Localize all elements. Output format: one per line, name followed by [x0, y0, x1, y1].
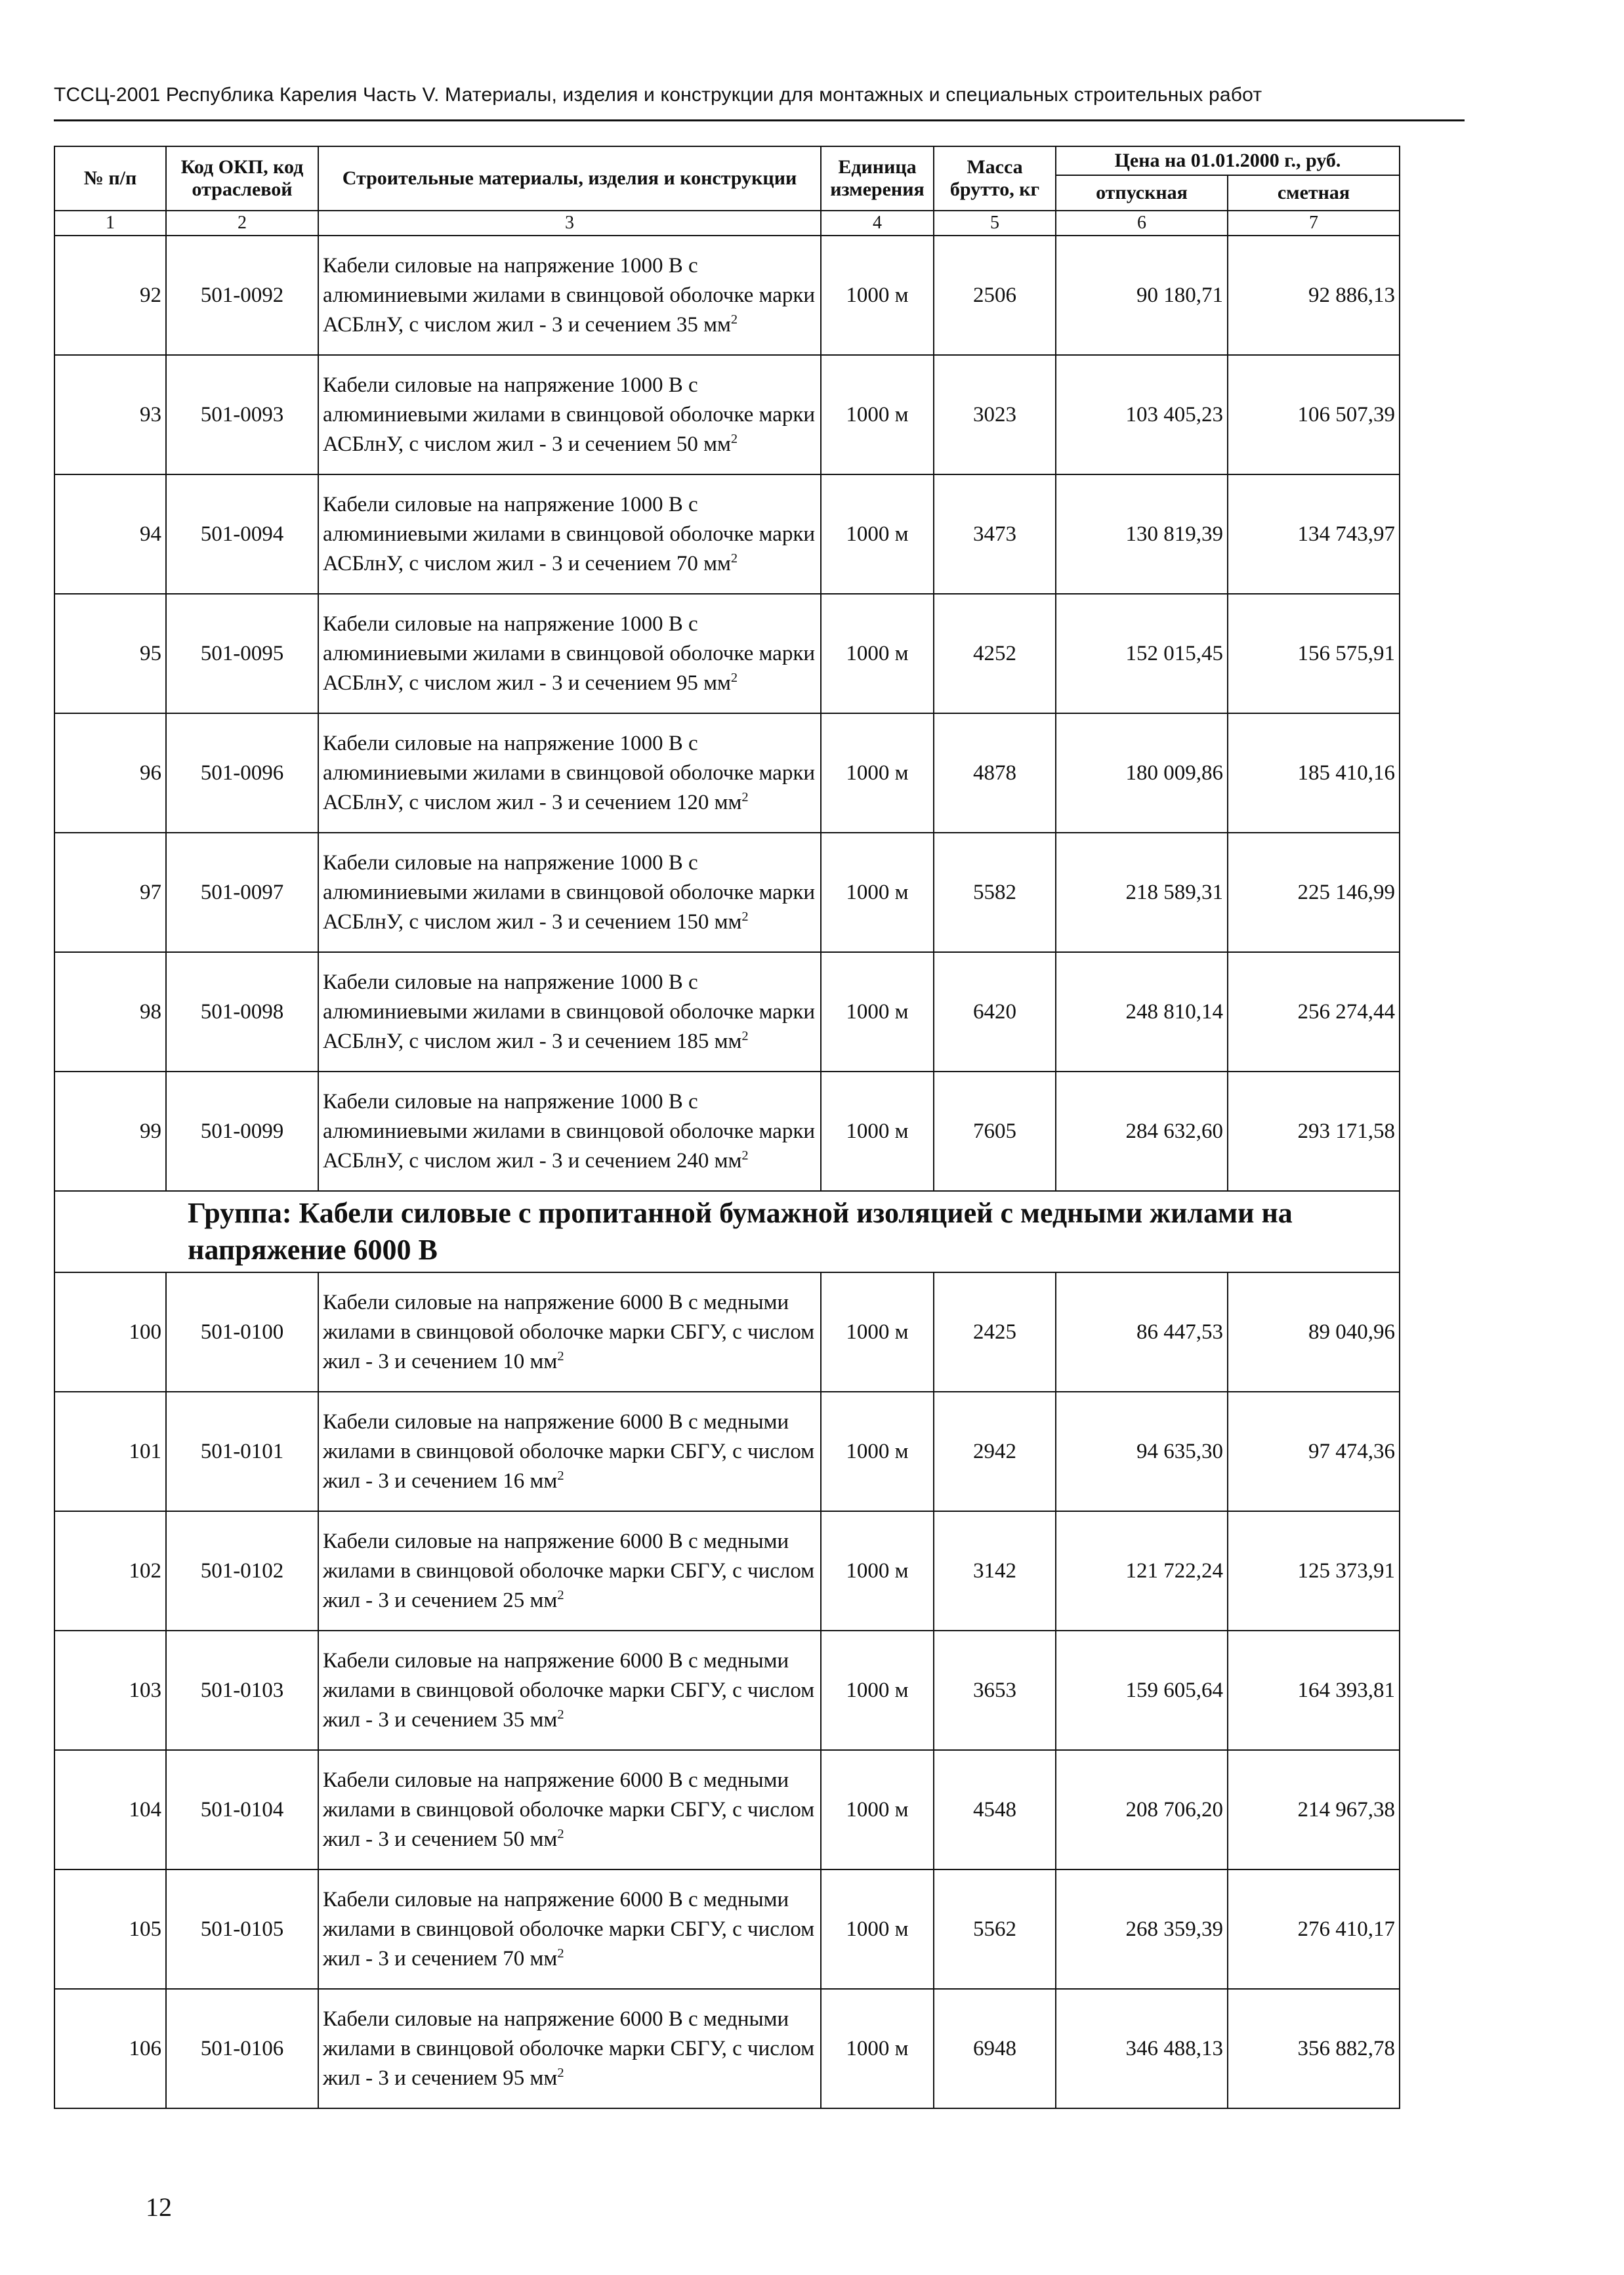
- description-text: Кабели силовые на напряжение 1000 В с алюминиевыми жилами в свинцовой оболочке марки АСБлнУ, с числом жил - 3 и сечением 150 мм: [323, 850, 816, 934]
- cell-num: 99: [54, 1072, 166, 1191]
- cell-num: 105: [54, 1869, 166, 1989]
- description-text: Кабели силовые на напряжение 6000 В с медными жилами в свинцовой оболочке марки СБГУ, с числом жил - 3 и сечением 10 мм: [323, 1290, 815, 1373]
- cell-code: 501-0102: [166, 1511, 318, 1631]
- cell-price-release: 86 447,53: [1056, 1272, 1228, 1392]
- cell-price-estimate: 356 882,78: [1228, 1989, 1400, 2108]
- cell-num: 93: [54, 355, 166, 474]
- running-header: ТССЦ-2001 Республика Карелия Часть V. Материалы, изделия и конструкции для монтажных и специальных строительных работ: [54, 84, 1262, 106]
- description-text: Кабели силовые на напряжение 6000 В с медными жилами в свинцовой оболочке марки СБГУ, с числом жил - 3 и сечением 35 мм: [323, 1648, 815, 1732]
- cell-price-release: 152 015,45: [1056, 594, 1228, 713]
- cell-mass: 2425: [934, 1272, 1056, 1392]
- cell-description: [318, 833, 821, 952]
- cell-description: [318, 236, 821, 355]
- cell-mass: 3023: [934, 355, 1056, 474]
- area-exponent: 2: [741, 1028, 749, 1043]
- cell-price-estimate: 92 886,13: [1228, 236, 1400, 355]
- cell-mass: 6420: [934, 952, 1056, 1072]
- area-exponent: 2: [741, 789, 749, 804]
- cell-description: [318, 1072, 821, 1191]
- cell-code: 501-0098: [166, 952, 318, 1072]
- cell-mass: 5582: [934, 833, 1056, 952]
- cell-mass: 5562: [934, 1869, 1056, 1989]
- column-number: 4: [821, 211, 934, 236]
- area-exponent: 2: [730, 551, 738, 566]
- cell-description: [318, 474, 821, 594]
- cell-num: 96: [54, 713, 166, 833]
- cell-mass: 4252: [934, 594, 1056, 713]
- description-text: Кабели силовые на напряжение 1000 В с алюминиевыми жилами в свинцовой оболочке марки АСБлнУ, с числом жил - 3 и сечением 95 мм: [323, 612, 816, 695]
- area-exponent: 2: [557, 1707, 564, 1722]
- description-text: Кабели силовые на напряжение 6000 В с медными жилами в свинцовой оболочке марки СБГУ, с числом жил - 3 и сечением 50 мм: [323, 1768, 815, 1851]
- cell-unit: 1000 м: [821, 1869, 934, 1989]
- cell-mass: 7605: [934, 1072, 1056, 1191]
- table-row: [54, 1989, 1400, 2108]
- cell-price-estimate: 256 274,44: [1228, 952, 1400, 1072]
- column-number: 3: [318, 211, 821, 236]
- area-exponent: 2: [557, 1587, 564, 1602]
- cell-code: 501-0104: [166, 1750, 318, 1869]
- table-row: [54, 1272, 1400, 1392]
- description-text: Кабели силовые на напряжение 1000 В с алюминиевыми жилами в свинцовой оболочке марки АСБлнУ, с числом жил - 3 и сечением 50 мм: [323, 373, 816, 456]
- table-row: [54, 1631, 1400, 1750]
- cell-unit: 1000 м: [821, 1989, 934, 2108]
- cell-num: 95: [54, 594, 166, 713]
- cell-num: 104: [54, 1750, 166, 1869]
- cell-price-estimate: 225 146,99: [1228, 833, 1400, 952]
- cell-code: 501-0094: [166, 474, 318, 594]
- cell-unit: 1000 м: [821, 1750, 934, 1869]
- cell-num: 97: [54, 833, 166, 952]
- cell-price-release: 346 488,13: [1056, 1989, 1228, 2108]
- cell-num: 101: [54, 1392, 166, 1511]
- table-body-block-2: [54, 1272, 1400, 2108]
- table-row: [54, 833, 1400, 952]
- cell-price-estimate: 214 967,38: [1228, 1750, 1400, 1869]
- column-number: 7: [1228, 211, 1400, 236]
- col-header-price-estimate: сметная: [1228, 175, 1400, 211]
- cell-mass: 2942: [934, 1392, 1056, 1511]
- group-heading: [54, 1191, 1400, 1272]
- cell-price-release: 248 810,14: [1056, 952, 1228, 1072]
- description-text: Кабели силовые на напряжение 6000 В с медными жилами в свинцовой оболочке марки СБГУ, с числом жил - 3 и сечением 25 мм: [323, 1529, 815, 1612]
- group-row: [54, 1191, 1400, 1272]
- cell-price-estimate: 106 507,39: [1228, 355, 1400, 474]
- cell-unit: 1000 м: [821, 355, 934, 474]
- cell-num: 106: [54, 1989, 166, 2108]
- cell-code: 501-0101: [166, 1392, 318, 1511]
- page-number: 12: [146, 2192, 172, 2222]
- group-prefix: Группа:: [188, 1197, 292, 1229]
- cell-code: 501-0099: [166, 1072, 318, 1191]
- area-exponent: 2: [730, 670, 738, 685]
- description-text: Кабели силовые на напряжение 6000 В с медными жилами в свинцовой оболочке марки СБГУ, с числом жил - 3 и сечением 16 мм: [323, 1409, 815, 1493]
- column-number: 2: [166, 211, 318, 236]
- cell-description: [318, 1631, 821, 1750]
- cell-code: 501-0103: [166, 1631, 318, 1750]
- cell-mass: 2506: [934, 236, 1056, 355]
- area-exponent: 2: [557, 2065, 564, 2080]
- cell-code: 501-0093: [166, 355, 318, 474]
- cell-num: 103: [54, 1631, 166, 1750]
- area-exponent: 2: [557, 1826, 564, 1841]
- cell-price-release: 94 635,30: [1056, 1392, 1228, 1511]
- cell-price-release: 103 405,23: [1056, 355, 1228, 474]
- area-exponent: 2: [557, 1946, 564, 1961]
- col-header-name: Строительные материалы, изделия и конструкции: [318, 146, 821, 211]
- area-exponent: 2: [741, 1148, 749, 1163]
- table-row: [54, 474, 1400, 594]
- col-header-num: № п/п: [54, 146, 166, 211]
- group-title: Кабели силовые с пропитанной бумажной изоляцией с медными жилами на напряжение 6000 В: [188, 1197, 1293, 1266]
- cell-price-release: 218 589,31: [1056, 833, 1228, 952]
- cell-description: [318, 1272, 821, 1392]
- cell-description: [318, 1989, 821, 2108]
- cell-code: 501-0105: [166, 1869, 318, 1989]
- area-exponent: 2: [557, 1348, 564, 1364]
- cell-price-estimate: 185 410,16: [1228, 713, 1400, 833]
- col-header-price-group: Цена на 01.01.2000 г., руб.: [1056, 146, 1400, 175]
- cell-unit: 1000 м: [821, 1631, 934, 1750]
- cell-unit: 1000 м: [821, 474, 934, 594]
- column-number: 1: [54, 211, 166, 236]
- cell-code: 501-0100: [166, 1272, 318, 1392]
- cell-unit: 1000 м: [821, 713, 934, 833]
- cell-price-estimate: 164 393,81: [1228, 1631, 1400, 1750]
- cell-code: 501-0106: [166, 1989, 318, 2108]
- cell-mass: 3142: [934, 1511, 1056, 1631]
- group-section: [54, 1191, 1400, 1272]
- cell-code: 501-0095: [166, 594, 318, 713]
- description-text: Кабели силовые на напряжение 1000 В с алюминиевыми жилами в свинцовой оболочке марки АСБлнУ, с числом жил - 3 и сечением 240 мм: [323, 1089, 816, 1173]
- cell-num: 100: [54, 1272, 166, 1392]
- cell-description: [318, 355, 821, 474]
- description-text: Кабели силовые на напряжение 1000 В с алюминиевыми жилами в свинцовой оболочке марки АСБлнУ, с числом жил - 3 и сечением 70 мм: [323, 492, 816, 575]
- cell-price-release: 90 180,71: [1056, 236, 1228, 355]
- cell-mass: 6948: [934, 1989, 1056, 2108]
- table-row: [54, 1072, 1400, 1191]
- table-row: [54, 1750, 1400, 1869]
- table-row: [54, 713, 1400, 833]
- cell-unit: 1000 м: [821, 1392, 934, 1511]
- cell-price-estimate: 156 575,91: [1228, 594, 1400, 713]
- table-row: [54, 952, 1400, 1072]
- cell-num: 102: [54, 1511, 166, 1631]
- cell-mass: 3653: [934, 1631, 1056, 1750]
- cell-num: 98: [54, 952, 166, 1072]
- cell-price-estimate: 293 171,58: [1228, 1072, 1400, 1191]
- cell-description: [318, 952, 821, 1072]
- description-text: Кабели силовые на напряжение 1000 В с алюминиевыми жилами в свинцовой оболочке марки АСБлнУ, с числом жил - 3 и сечением 185 мм: [323, 970, 816, 1053]
- cell-price-release: 268 359,39: [1056, 1869, 1228, 1989]
- area-exponent: 2: [730, 431, 738, 446]
- cell-unit: 1000 м: [821, 1511, 934, 1631]
- cell-description: [318, 1511, 821, 1631]
- col-header-unit: Единица измерения: [821, 146, 934, 211]
- col-header-mass: Масса брутто, кг: [934, 146, 1056, 211]
- cell-unit: 1000 м: [821, 594, 934, 713]
- description-text: Кабели силовые на напряжение 6000 В с медными жилами в свинцовой оболочке марки СБГУ, с числом жил - 3 и сечением 95 мм: [323, 2007, 815, 2090]
- cell-code: 501-0092: [166, 236, 318, 355]
- table-row: [54, 236, 1400, 355]
- cell-unit: 1000 м: [821, 236, 934, 355]
- table-row: [54, 1511, 1400, 1631]
- area-exponent: 2: [730, 312, 738, 327]
- area-exponent: 2: [557, 1468, 564, 1483]
- col-header-code: Код ОКП, код отраслевой: [166, 146, 318, 211]
- cell-price-release: 130 819,39: [1056, 474, 1228, 594]
- cell-code: 501-0097: [166, 833, 318, 952]
- cell-price-release: 208 706,20: [1056, 1750, 1228, 1869]
- cell-mass: 4878: [934, 713, 1056, 833]
- cell-price-estimate: 134 743,97: [1228, 474, 1400, 594]
- cell-price-release: 284 632,60: [1056, 1072, 1228, 1191]
- column-number-row: [54, 211, 1400, 236]
- col-header-price-release: отпускная: [1056, 175, 1228, 211]
- cell-price-release: 180 009,86: [1056, 713, 1228, 833]
- cell-unit: 1000 м: [821, 1072, 934, 1191]
- header-divider: [54, 119, 1465, 121]
- cell-price-release: 159 605,64: [1056, 1631, 1228, 1750]
- cell-unit: 1000 м: [821, 952, 934, 1072]
- area-exponent: 2: [741, 909, 749, 924]
- cell-code: 501-0096: [166, 713, 318, 833]
- cell-unit: 1000 м: [821, 1272, 934, 1392]
- cell-price-estimate: 89 040,96: [1228, 1272, 1400, 1392]
- cell-price-release: 121 722,24: [1056, 1511, 1228, 1631]
- cell-unit: 1000 м: [821, 833, 934, 952]
- price-table: [54, 146, 1400, 2109]
- cell-mass: 3473: [934, 474, 1056, 594]
- table-row: [54, 355, 1400, 474]
- cell-price-estimate: 276 410,17: [1228, 1869, 1400, 1989]
- table-row: [54, 1869, 1400, 1989]
- table-body-block-1: [54, 211, 1400, 1191]
- description-text: Кабели силовые на напряжение 6000 В с медными жилами в свинцовой оболочке марки СБГУ, с числом жил - 3 и сечением 70 мм: [323, 1887, 815, 1971]
- cell-description: [318, 1869, 821, 1989]
- table-row: [54, 594, 1400, 713]
- cell-num: 94: [54, 474, 166, 594]
- cell-description: [318, 1750, 821, 1869]
- column-number: 6: [1056, 211, 1228, 236]
- cell-num: 92: [54, 236, 166, 355]
- cell-price-estimate: 97 474,36: [1228, 1392, 1400, 1511]
- description-text: Кабели силовые на напряжение 1000 В с алюминиевыми жилами в свинцовой оболочке марки АСБлнУ, с числом жил - 3 и сечением 35 мм: [323, 253, 816, 337]
- column-number: 5: [934, 211, 1056, 236]
- table-row: [54, 1392, 1400, 1511]
- cell-description: [318, 594, 821, 713]
- cell-mass: 4548: [934, 1750, 1056, 1869]
- cell-price-estimate: 125 373,91: [1228, 1511, 1400, 1631]
- cell-description: [318, 1392, 821, 1511]
- cell-description: [318, 713, 821, 833]
- description-text: Кабели силовые на напряжение 1000 В с алюминиевыми жилами в свинцовой оболочке марки АСБлнУ, с числом жил - 3 и сечением 120 мм: [323, 731, 816, 814]
